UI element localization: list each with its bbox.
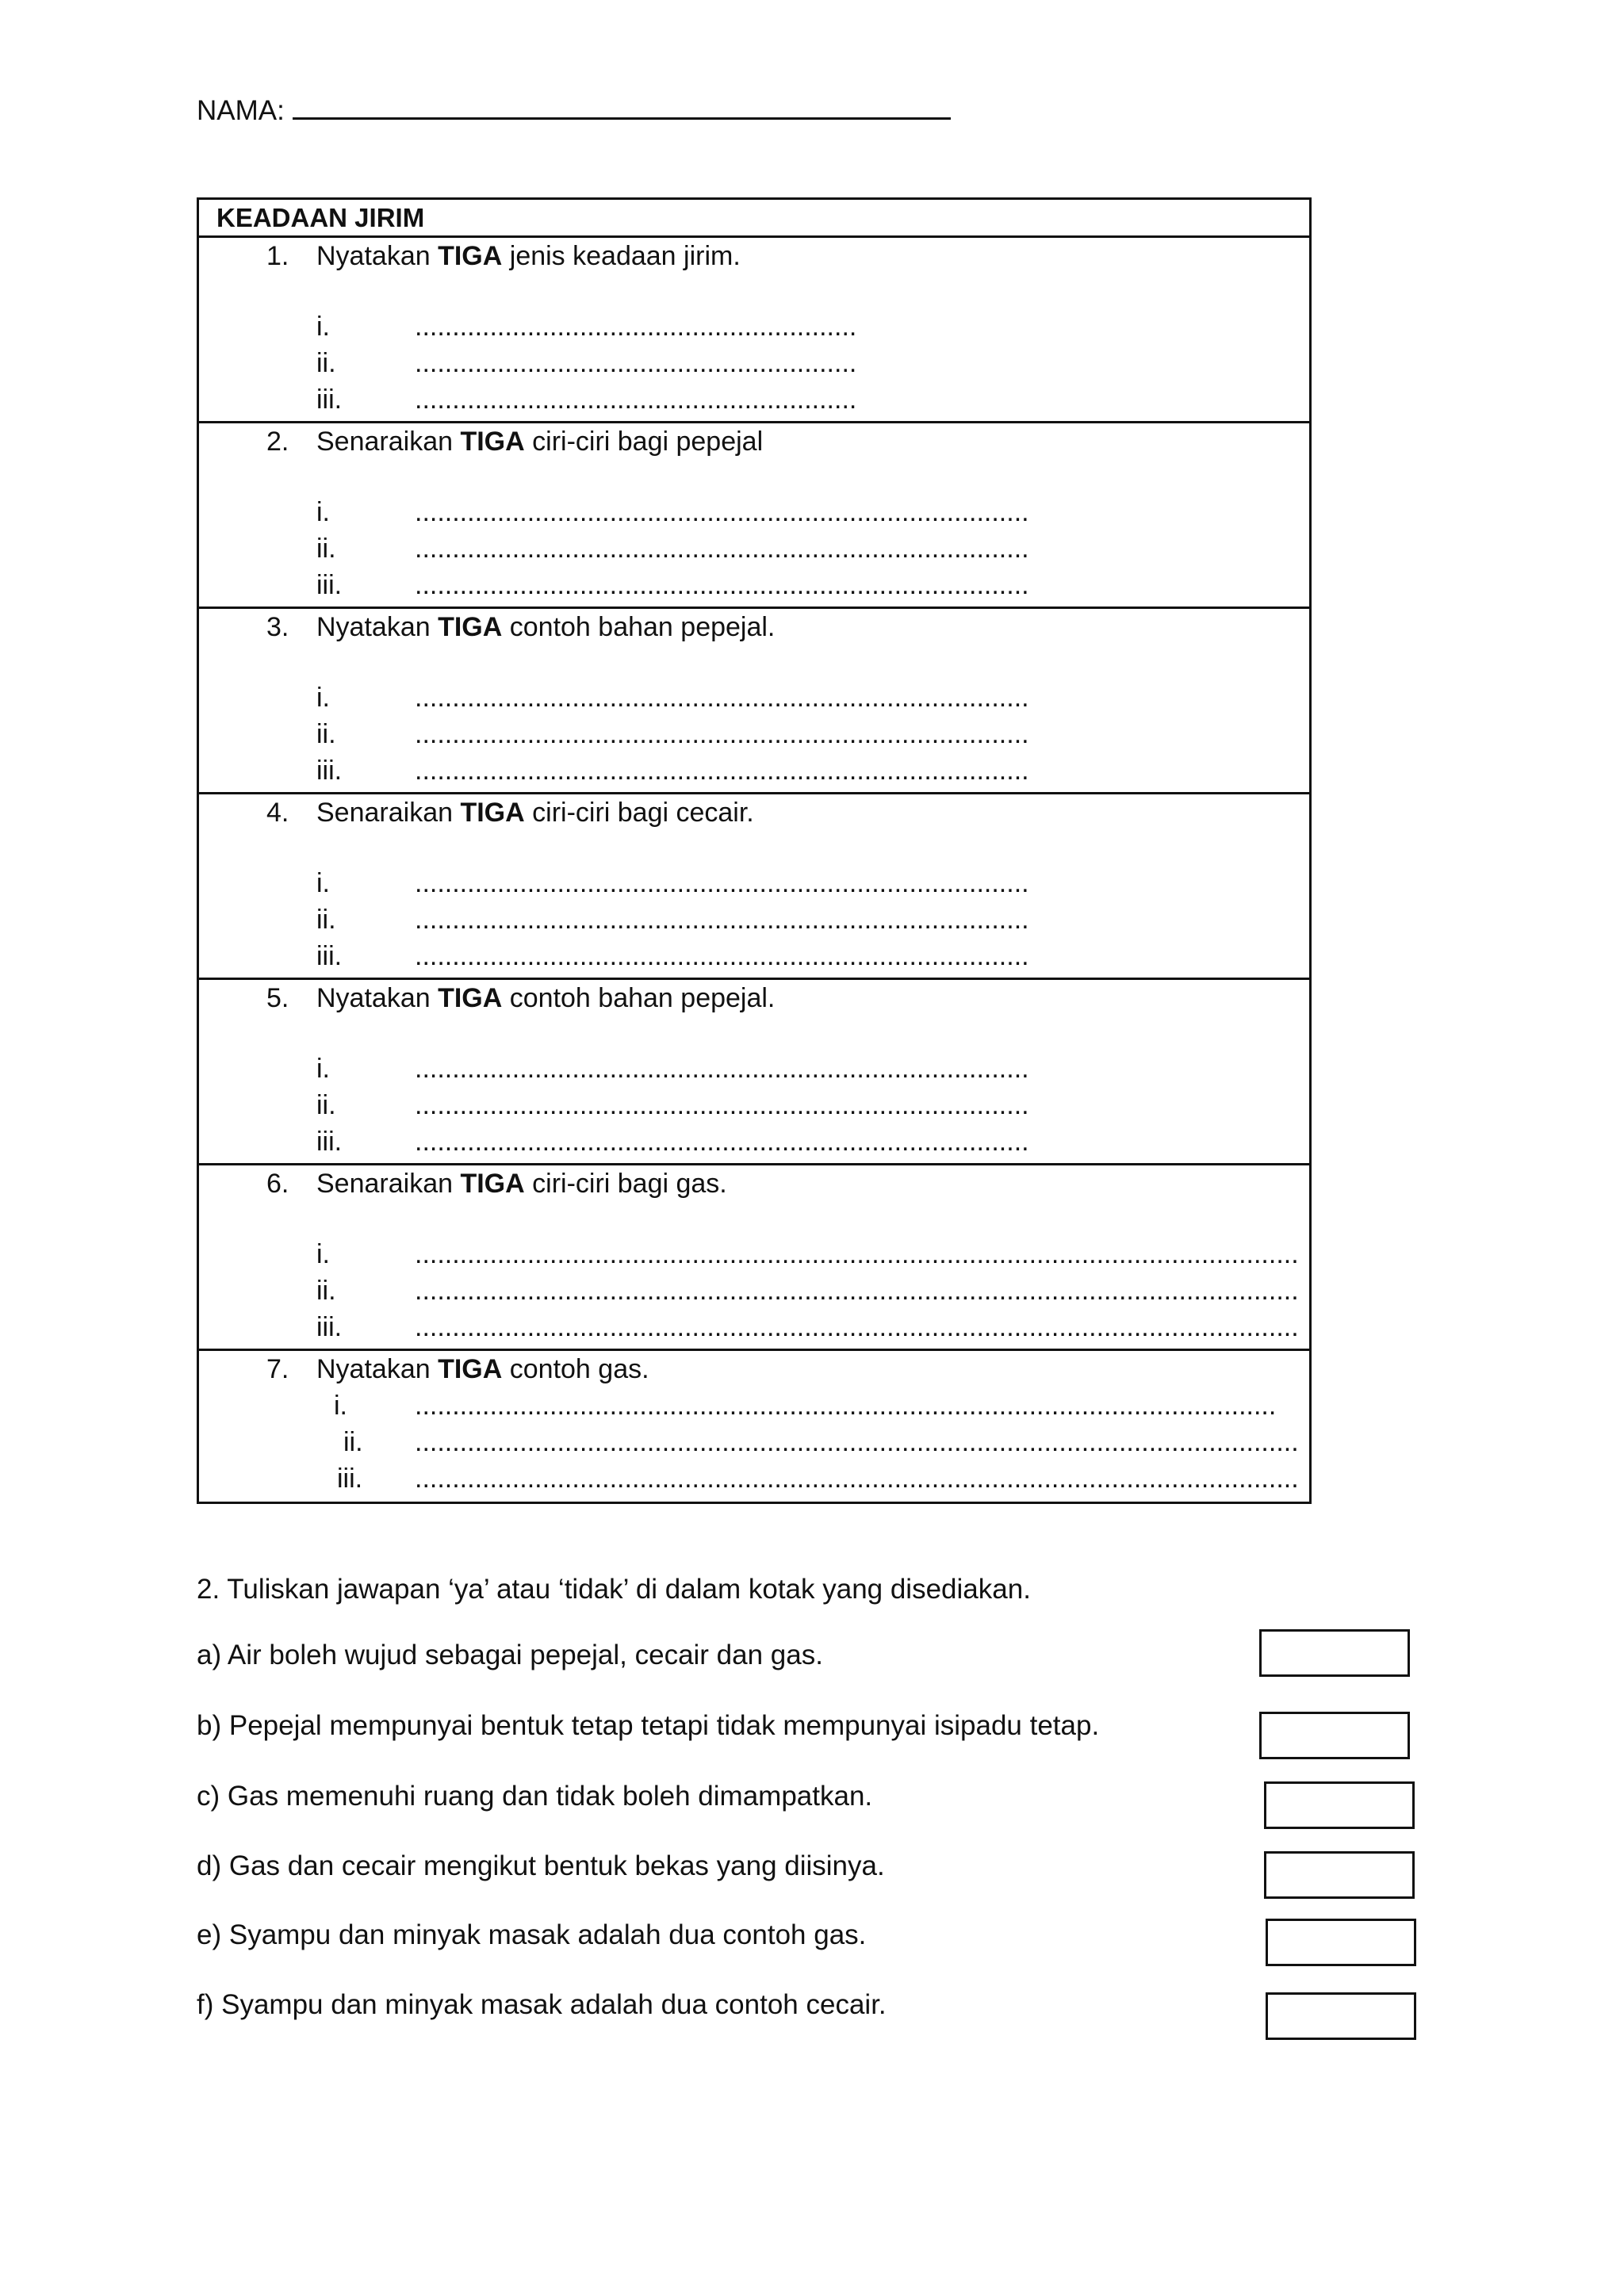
question-row (199, 423, 1309, 609)
answer-dotted-line[interactable]: ...................................................................................................................... (415, 1464, 1299, 1494)
question-text-pre: Nyatakan (316, 241, 439, 271)
question-text (316, 241, 741, 272)
nama-label: NAMA: (197, 95, 285, 126)
answer-roman-numeral: i. (316, 497, 330, 527)
answer-dotted-line[interactable]: ...................................................................................................................... (415, 1312, 1299, 1342)
question-text (316, 1169, 727, 1200)
answer-dotted-line[interactable]: .................................................................................. (415, 719, 1029, 749)
statement-text: a) Air boleh wujud sebagai pepejal, cecair dan gas. (197, 1640, 823, 1670)
question-number: 2. (266, 427, 289, 457)
answer-roman-numeral: ii. (316, 1276, 336, 1306)
answer-dotted-line[interactable]: .................................................................................. (415, 1127, 1029, 1157)
answer-box[interactable] (1266, 1919, 1416, 1966)
answer-dotted-line[interactable]: .................................................................................. (415, 756, 1029, 786)
question-row (199, 794, 1309, 980)
answer-roman-numeral: iii. (337, 1464, 363, 1494)
question-text-bold: TIGA (438, 241, 503, 271)
answer-roman-numeral: iii. (316, 385, 343, 415)
statement-text: b) Pepejal mempunyai bentuk tetap tetapi tidak mempunyai isipadu tetap. (197, 1710, 1100, 1741)
statement-text: e) Syampu dan minyak masak adalah dua contoh gas. (197, 1919, 867, 1950)
question-number: 1. (266, 241, 289, 271)
question-text (316, 1354, 649, 1385)
answer-roman-numeral: i. (316, 1239, 330, 1269)
question-text-bold: TIGA (438, 983, 503, 1013)
answer-roman-numeral: iii. (316, 941, 343, 971)
section2-instruction: 2. Tuliskan jawapan ‘ya’ atau ‘tidak’ di dalam kotak yang disediakan. (197, 1574, 1031, 1605)
answer-box[interactable] (1259, 1712, 1410, 1759)
answer-roman-numeral: iii. (316, 1127, 343, 1157)
answer-roman-numeral: ii. (316, 719, 336, 749)
question-text (316, 427, 763, 457)
answer-roman-numeral: i. (316, 1054, 330, 1084)
question-number: 6. (266, 1169, 289, 1199)
answer-dotted-line[interactable]: .................................................................................. (415, 1054, 1029, 1084)
answer-dotted-line[interactable]: .................................................................................. (415, 570, 1029, 600)
answer-dotted-line[interactable]: .................................................................................. (415, 497, 1029, 527)
question-text-bold: TIGA (460, 427, 525, 457)
question-list (199, 238, 1309, 1498)
question-row (199, 980, 1309, 1165)
question-text-post: ciri-ciri bagi gas. (524, 1169, 727, 1199)
answer-dotted-line[interactable]: .................................................................................. (415, 534, 1029, 564)
question-text-bold: TIGA (460, 798, 525, 828)
question-text (316, 798, 754, 828)
answer-dotted-line[interactable]: ........................................................... (415, 385, 857, 415)
answer-box[interactable] (1259, 1629, 1410, 1677)
answer-box[interactable] (1264, 1851, 1415, 1899)
answer-roman-numeral: i. (316, 683, 330, 713)
question-text-pre: Senaraikan (316, 798, 461, 828)
answer-roman-numeral: ii. (343, 1427, 363, 1457)
question-text-pre: Nyatakan (316, 612, 439, 642)
question-text (316, 612, 775, 643)
question-text-post: contoh gas. (502, 1354, 649, 1384)
question-number: 3. (266, 612, 289, 642)
answer-dotted-line[interactable]: .................................................................................. (415, 941, 1029, 971)
question-text-post: jenis keadaan jirim. (502, 241, 741, 271)
answer-roman-numeral: ii. (316, 905, 336, 935)
question-text-post: ciri-ciri bagi cecair. (524, 798, 754, 828)
answer-dotted-line[interactable]: ........................................................... (415, 348, 857, 378)
answer-dotted-line[interactable]: .................................................................................. (415, 868, 1029, 898)
answer-roman-numeral: i. (334, 1391, 347, 1421)
question-row (199, 609, 1309, 794)
answer-dotted-line[interactable]: .................................................................................. (415, 683, 1029, 713)
answer-dotted-line[interactable]: ...................................................................................................................... (415, 1427, 1299, 1457)
worksheet-title: KEADAAN JIRIM (199, 200, 1309, 238)
question-text-bold: TIGA (438, 1354, 503, 1384)
statement-text: d) Gas dan cecair mengikut bentuk bekas yang diisinya. (197, 1850, 885, 1881)
answer-roman-numeral: iii. (316, 756, 343, 786)
question-text-pre: Nyatakan (316, 983, 439, 1013)
answer-roman-numeral: ii. (316, 348, 336, 378)
question-row (199, 238, 1309, 423)
answer-roman-numeral: ii. (316, 1090, 336, 1120)
answer-roman-numeral: iii. (316, 570, 343, 600)
question-text-pre: Senaraikan (316, 1169, 461, 1199)
nama-field (197, 94, 951, 127)
question-text (316, 983, 775, 1014)
worksheet-table (197, 197, 1312, 1504)
answer-roman-numeral: i. (316, 312, 330, 342)
answer-box[interactable] (1266, 1992, 1416, 2040)
question-text-post: contoh bahan pepejal. (502, 612, 776, 642)
statement-text: f) Syampu dan minyak masak adalah dua contoh cecair. (197, 1989, 887, 2020)
answer-dotted-line[interactable]: ...................................................................................................................... (415, 1239, 1299, 1269)
answer-roman-numeral: iii. (316, 1312, 343, 1342)
question-text-post: contoh bahan pepejal. (502, 983, 776, 1013)
question-text-bold: TIGA (460, 1169, 525, 1199)
nama-input-line[interactable] (293, 94, 951, 120)
question-number: 4. (266, 798, 289, 828)
answer-roman-numeral: i. (316, 868, 330, 898)
answer-box[interactable] (1264, 1781, 1415, 1829)
question-number: 7. (266, 1354, 289, 1384)
question-row (199, 1165, 1309, 1351)
answer-dotted-line[interactable]: .................................................................................. (415, 1090, 1029, 1120)
question-text-bold: TIGA (438, 612, 503, 642)
answer-dotted-line[interactable]: ................................................................................................................... (415, 1391, 1277, 1421)
question-row (199, 1351, 1309, 1498)
answer-roman-numeral: ii. (316, 534, 336, 564)
question-text-pre: Nyatakan (316, 1354, 439, 1384)
statement-text: c) Gas memenuhi ruang dan tidak boleh dimampatkan. (197, 1781, 873, 1812)
question-text-post: ciri-ciri bagi pepejal (524, 427, 764, 457)
answer-dotted-line[interactable]: ........................................................... (415, 312, 857, 342)
answer-dotted-line[interactable]: ...................................................................................................................... (415, 1276, 1299, 1306)
question-text-pre: Senaraikan (316, 427, 461, 457)
question-number: 5. (266, 983, 289, 1013)
answer-dotted-line[interactable]: .................................................................................. (415, 905, 1029, 935)
